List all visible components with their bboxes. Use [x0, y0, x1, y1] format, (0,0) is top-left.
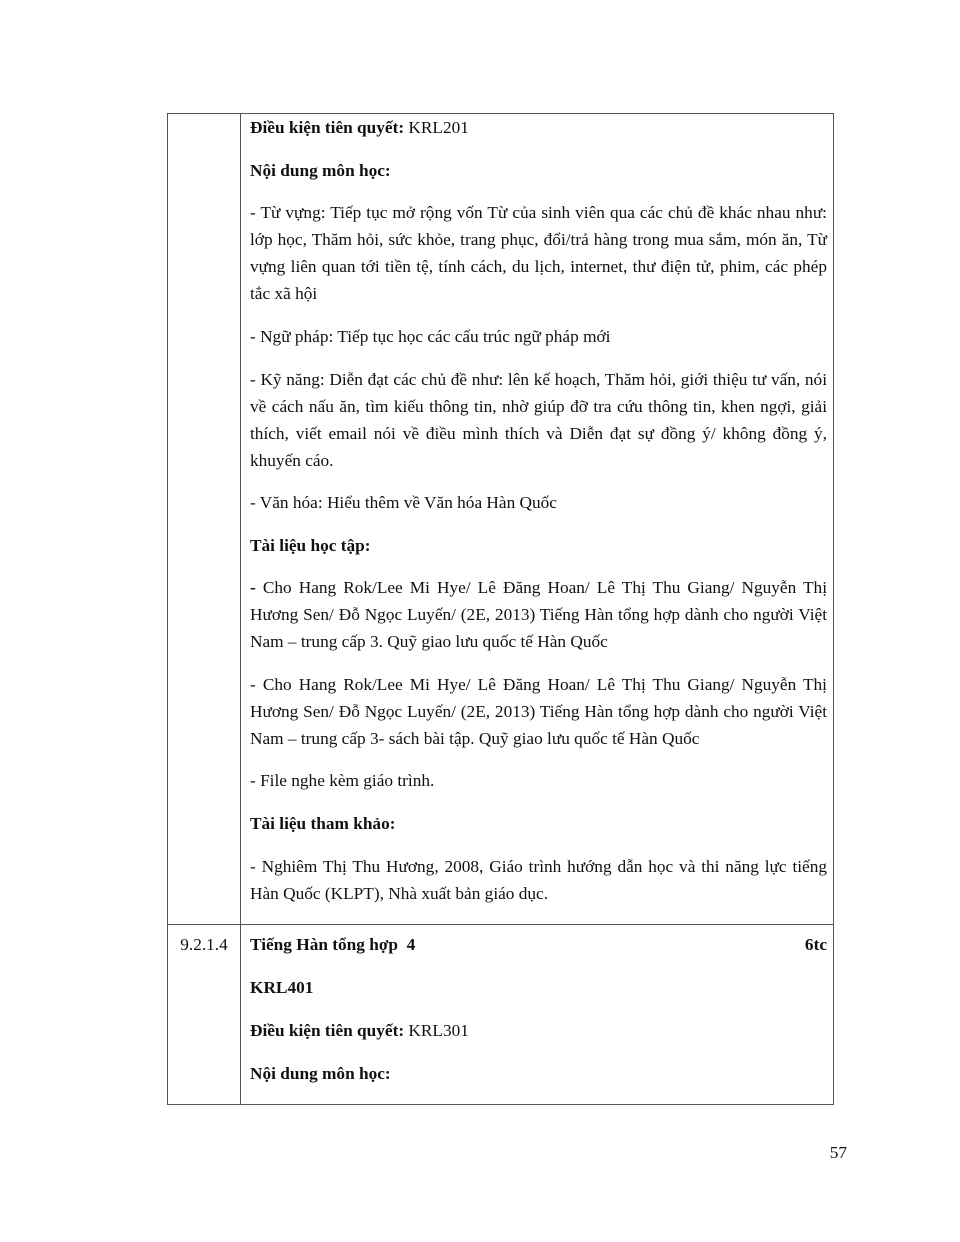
material-text: - Cho Hang Rok/Lee Mi Hye/ Lê Đăng Hoan/ Lê Thị Thu Giang/ Nguyễn Thị Hương Sen/ Đỗ Ngọc Luyến/ (2E, 2013) Tiếng Hàn tổng hợp dành cho người Việt Nam – trung cấp 3- sách bài tập. Quỹ giao lưu quốc tế Hàn Quốc — [250, 675, 827, 748]
content-item-text: - Kỹ năng: Diễn đạt các chủ đề như: lên kế hoạch, Thăm hỏi, giới thiệu tư vấn, nói về cách nấu ăn, tìm kiếu thông tin, nhờ giúp đỡ tra cứu thông tin, khen ngợi, giải thích, viết email nói về điều mình thích và Diễn đạt sự đồng ý/ không đồng ý, khuyến cáo. — [250, 370, 827, 470]
prerequisite-label: Điều kiện tiên quyết: — [250, 1021, 405, 1040]
course-table — [167, 113, 834, 1105]
prerequisite-value: KRL301 — [404, 1021, 469, 1040]
material-item — [250, 671, 827, 752]
references-heading-text: Tài liệu tham khảo: — [250, 814, 396, 833]
material-text: Cho Hang Rok/Lee Mi Hye/ Lê Đăng Hoan/ Lê Thị Thu Giang/ Nguyễn Thị Hương Sen/ Đỗ Ngọc Luyến/ (2E, 2013) Tiếng Hàn tổng hợp dành cho người Việt Nam – trung cấp 3. Quỹ giao lưu quốc tế Hàn Quốc — [250, 578, 827, 651]
content-heading-text: Nội dung môn học: — [250, 161, 391, 180]
row-divider — [168, 924, 833, 925]
prerequisite-label: Điều kiện tiên quyết: — [250, 118, 405, 137]
content-item-text: - Từ vựng: Tiếp tục mở rộng vốn Từ của sinh viên qua các chủ đề khác nhau như: lớp học, Thăm hỏi, sức khỏe, trang phục, đổi/trả hàng trong mua sắm, món ăn, Từ vựng liên quan tới tiền tệ, tính cách, du lịch, internet, thư điện tử, phim, các phép tắc xã hội — [250, 203, 827, 303]
content-item-skills — [250, 366, 827, 474]
material-dash: - — [250, 578, 256, 597]
column-divider — [240, 114, 241, 1104]
page-number: 57 — [829, 1143, 847, 1162]
section-number: 9.2.1.4 — [180, 935, 228, 954]
course-title: Tiếng Hàn tổng hợp 4 — [250, 935, 416, 954]
content-item-text: - Văn hóa: Hiểu thêm về Văn hóa Hàn Quốc — [250, 493, 557, 512]
materials-heading-text: Tài liệu học tập: — [250, 536, 371, 555]
course-code-line — [250, 974, 827, 1001]
prerequisite-line — [250, 114, 827, 141]
content-heading — [250, 1060, 827, 1087]
content-heading — [250, 157, 827, 184]
material-item — [250, 574, 827, 655]
references-heading — [250, 810, 827, 837]
course-credits: 6tc — [804, 935, 827, 954]
content-item-vocabulary — [250, 199, 827, 307]
reference-text: - Nghiêm Thị Thu Hương, 2008, Giáo trình hướng dẫn học và thi năng lực tiếng Hàn Quốc (KLPT), Nhà xuất bản giáo dục. — [250, 857, 827, 903]
content-heading-text: Nội dung môn học: — [250, 1064, 391, 1083]
content-item-text: - Ngữ pháp: Tiếp tục học các cấu trúc ngữ pháp mới — [250, 327, 611, 346]
content-item-culture — [250, 489, 827, 516]
content-item-grammar — [250, 323, 827, 350]
course-title-line — [250, 931, 827, 958]
prerequisite-line — [250, 1017, 827, 1044]
course-code: KRL401 — [250, 978, 314, 997]
materials-heading — [250, 532, 827, 559]
material-text: - File nghe kèm giáo trình. — [250, 771, 435, 790]
reference-item — [250, 853, 827, 907]
prerequisite-value: KRL201 — [404, 118, 469, 137]
material-item — [250, 767, 827, 794]
